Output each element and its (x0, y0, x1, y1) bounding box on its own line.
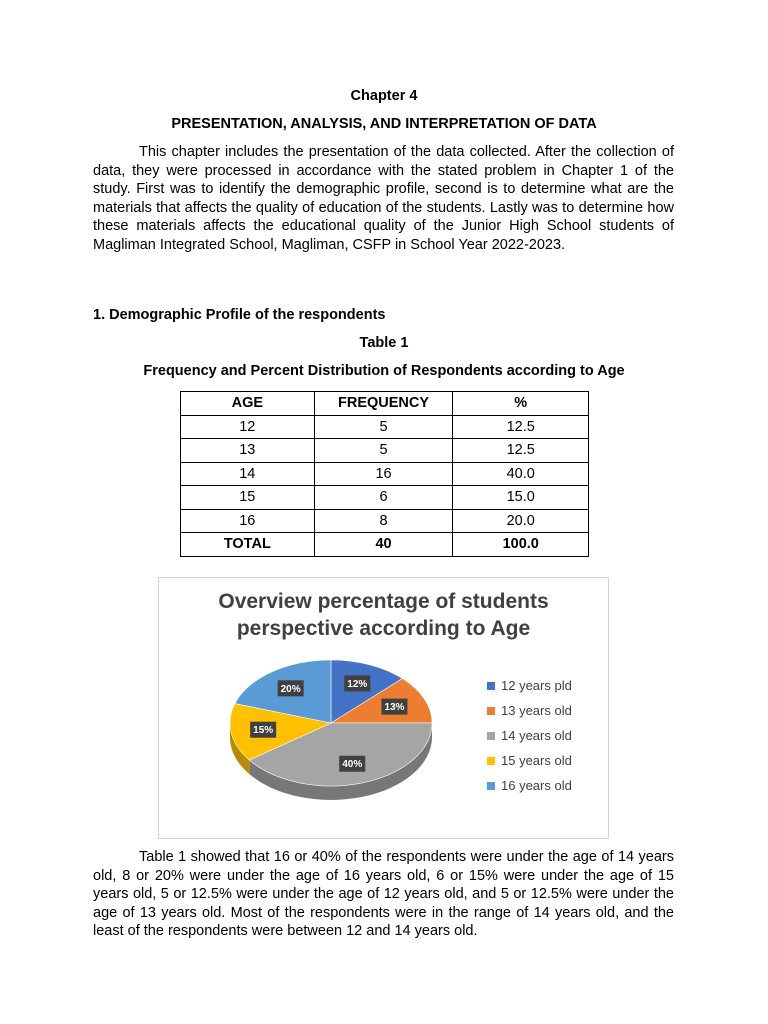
legend-label: 15 years old (501, 753, 572, 768)
svg-text:20%: 20% (280, 683, 301, 695)
cell-percent: 40.0 (453, 462, 589, 486)
chart-title-line-1: Overview percentage of students (218, 590, 549, 613)
legend-label: 14 years old (501, 728, 572, 743)
cell-age: 12 (181, 415, 315, 439)
conclusion-paragraph (93, 848, 674, 941)
legend-swatch (487, 782, 495, 790)
cell-total-frequency: 40 (314, 533, 453, 557)
cell-percent: 20.0 (453, 509, 589, 533)
chart-legend (487, 673, 572, 798)
pie-chart (158, 577, 609, 839)
table-row (181, 462, 589, 486)
cell-age: 15 (181, 486, 315, 510)
cell-total-percent: 100.0 (453, 533, 589, 557)
pie-label-3 (250, 722, 276, 738)
legend-swatch (487, 707, 495, 715)
header-frequency: FREQUENCY (314, 392, 453, 416)
table-label: Table 1 (359, 335, 409, 351)
cell-age: 13 (181, 439, 315, 463)
svg-text:15%: 15% (253, 725, 274, 737)
cell-frequency: 5 (314, 439, 453, 463)
pie-label-4 (278, 680, 304, 696)
cell-percent: 12.5 (453, 439, 589, 463)
legend-swatch (487, 682, 495, 690)
legend-swatch (487, 757, 495, 765)
legend-item (487, 773, 572, 798)
pie-label-1 (381, 699, 407, 715)
legend-item (487, 748, 572, 773)
cell-percent: 12.5 (453, 415, 589, 439)
svg-text:40%: 40% (342, 759, 363, 771)
svg-text:12%: 12% (347, 678, 368, 690)
cell-frequency: 5 (314, 415, 453, 439)
table-row (181, 439, 589, 463)
legend-item (487, 673, 572, 698)
cell-frequency: 6 (314, 486, 453, 510)
cell-age: 16 (181, 509, 315, 533)
age-distribution-table (180, 391, 589, 557)
svg-text:13%: 13% (384, 702, 405, 714)
intro-paragraph (93, 143, 674, 255)
cell-total-label: TOTAL (181, 533, 315, 557)
pie-label-2 (339, 756, 365, 772)
pie-label-0 (344, 675, 370, 691)
table-caption: Frequency and Percent Distribution of Respondents according to Age (143, 363, 625, 379)
header-age: AGE (181, 392, 315, 416)
table-row (181, 486, 589, 510)
cell-age: 14 (181, 462, 315, 486)
chart-title-line-2: perspective according to Age (236, 617, 531, 640)
header-percent: % (453, 392, 589, 416)
chapter-number: Chapter 4 (350, 88, 418, 104)
table-row (181, 509, 589, 533)
legend-item (487, 723, 572, 748)
table-total-row (181, 533, 589, 557)
legend-label: 12 years pld (501, 678, 572, 693)
legend-item (487, 698, 572, 723)
section-heading: 1. Demographic Profile of the respondents (93, 307, 386, 323)
table-row (181, 415, 589, 439)
legend-swatch (487, 732, 495, 740)
cell-percent: 15.0 (453, 486, 589, 510)
legend-label: 13 years old (501, 703, 572, 718)
cell-frequency: 8 (314, 509, 453, 533)
chapter-title: PRESENTATION, ANALYSIS, AND INTERPRETATION OF DATA (171, 116, 597, 132)
table-header-row (181, 392, 589, 416)
legend-label: 16 years old (501, 778, 572, 793)
cell-frequency: 16 (314, 462, 453, 486)
intro-paragraph-text: This chapter includes the presentation of the data collected. After the collection of data, they were processed in accordance with the stated problem in Chapter 1 of the study. First was to identify the demographic profile, second is to determine what are the materials that affects the quality of education of the students. Lastly was to determine how these materials affects the educational quality of the Junior High School students of Magliman Integrated School, Magliman, CSFP in School Year 2022-2023. (93, 144, 674, 253)
conclusion-paragraph-text: Table 1 showed that 16 or 40% of the respondents were under the age of 14 years old, 8 or 20% were under the age of 16 years old, 6 or 15% were under the age of 15 years old, 5 or 12.5% were under the age of 12 years old, and 5 or 12.5% were under the age of 13 years old. Most of the respondents were in the range of 14 years old, and the least of the respondents were between 12 and 14 years old. (93, 849, 674, 940)
